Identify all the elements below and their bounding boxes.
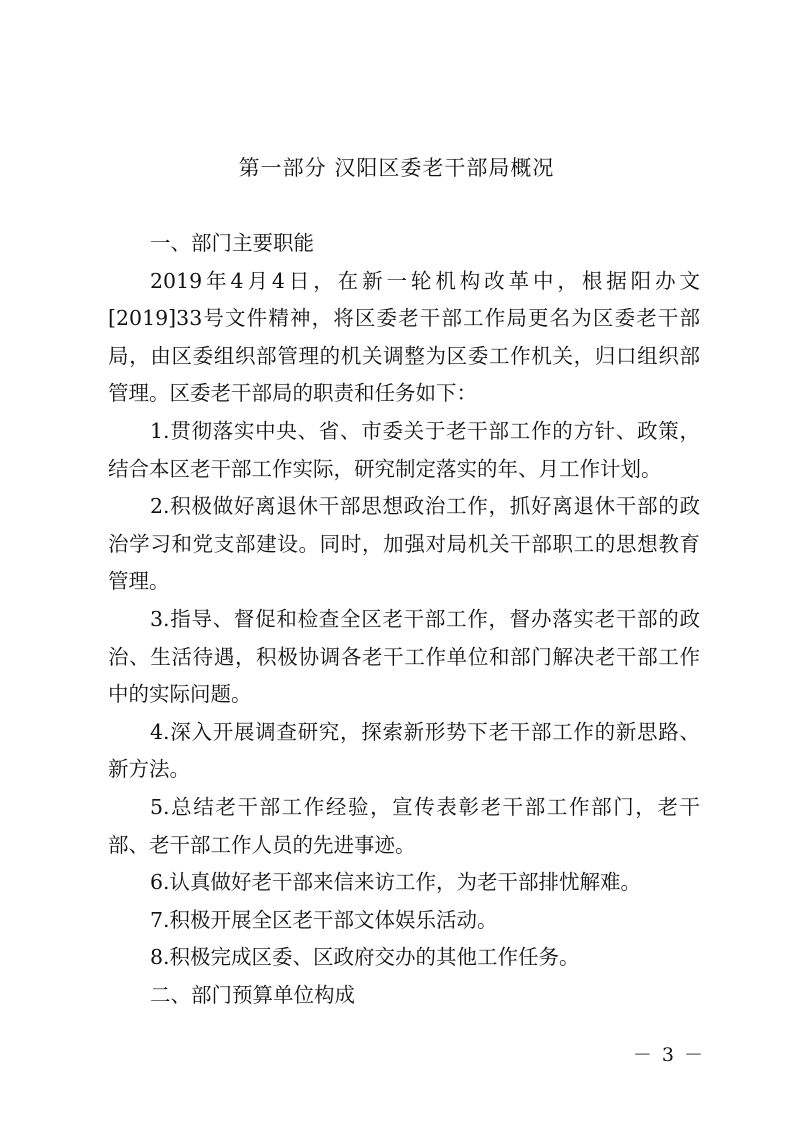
duty-item-3: 3.指导、督促和检查全区老干部工作，督办落实老干部的政治、生活待遇，积极协调各老干工作单位和部门解决老干部工作中的实际问题。 [108, 606, 700, 707]
section-heading-main-functions: 一、部门主要职能 [150, 231, 314, 255]
document-body [108, 225, 700, 1014]
duty-item-6: 6.认真做好老干部来信来访工作，为老干部排忧解难。 [150, 870, 642, 895]
page-number: － 3 － [632, 1044, 705, 1066]
intro-paragraph: 2019年4月4日，在新一轮机构改革中，根据阳办文[2019]33号文件精神，将区委老干部工作局更名为区委老干部局，由区委组织部管理的机关调整为区委工作机关，归口组织部管理。区委老干部局的职责和任务如下： [108, 268, 700, 406]
duty-item-1: 1.贯彻落实中央、省、市委关于老干部工作的方针、政策，结合本区老干部工作实际，研究制定落实的年、月工作计划。 [108, 418, 700, 481]
page-title: 第一部分 汉阳区委老干部局概况 [238, 156, 555, 180]
duty-item-4: 4.深入开展调查研究，探索新形势下老干部工作的新思路、新方法。 [108, 719, 700, 782]
duty-item-2: 2.积极做好离退休干部思想政治工作，抓好离退休干部的政治学习和党支部建设。同时，加强对局机关干部职工的思想教育管理。 [108, 494, 700, 594]
duty-item-7: 7.积极开展全区老干部文体娱乐活动。 [150, 907, 498, 932]
duty-item-8: 8.积极完成区委、区政府交办的其他工作任务。 [150, 945, 580, 970]
section-heading-budget-units: 二、部门预算单位构成 [150, 982, 355, 1007]
duty-item-5: 5.总结老干部工作经验，宣传表彰老干部工作部门，老干部、老干部工作人员的先进事迹。 [108, 794, 700, 857]
